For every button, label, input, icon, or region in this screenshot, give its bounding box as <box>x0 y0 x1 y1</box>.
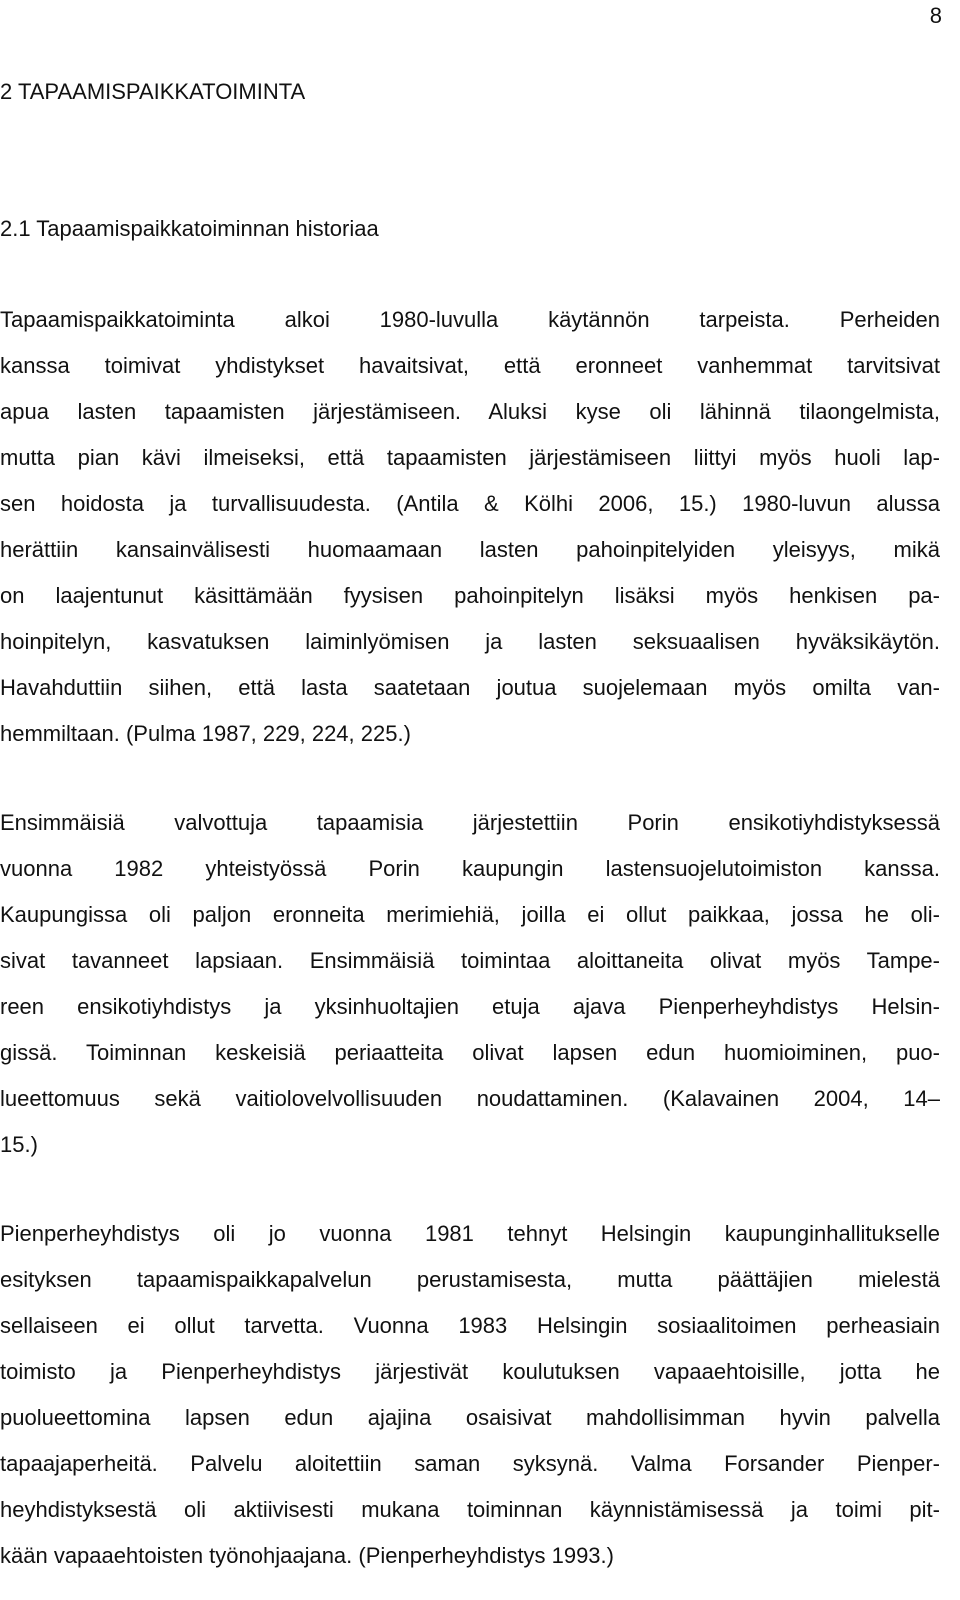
text-line: 15.) <box>0 1132 38 1157</box>
text-line: gissä. Toiminnan keskeisiä periaatteita olivat lapsen edun huomioiminen, puo- <box>0 1040 940 1065</box>
section-heading: 2.1 Tapaamispaikkatoiminnan historiaa <box>0 216 379 241</box>
text-line: esityksen tapaamispaikkapalvelun perustamisesta, mutta päättäjien mielestä <box>0 1267 940 1292</box>
text-line: herättiin kansainvälisesti huomaamaan lasten pahoinpitelyiden yleisyys, mikä <box>0 537 940 562</box>
text-line: sen hoidosta ja turvallisuudesta. (Antila & Kölhi 2006, 15.) 1980-luvun alussa <box>0 491 940 516</box>
text-line: Pienperheyhdistys oli jo vuonna 1981 tehnyt Helsingin kaupunginhallitukselle <box>0 1221 940 1246</box>
text-line: Kaupungissa oli paljon eronneita merimiehiä, joilla ei ollut paikkaa, jossa he oli- <box>0 902 940 927</box>
text-line: kään vapaaehtoisten työnohjaajana. (Pienperheyhdistys 1993.) <box>0 1543 614 1568</box>
text-line: reen ensikotiyhdistys ja yksinhuoltajien etuja ajava Pienperheyhdistys Helsin- <box>0 994 940 1019</box>
text-line: Havahduttiin siihen, että lasta saatetaan joutua suojelemaan myös omilta van- <box>0 675 940 700</box>
text-line: hemmiltaan. (Pulma 1987, 229, 224, 225.) <box>0 721 411 746</box>
text-line: on laajentunut käsittämään fyysisen pahoinpitelyn lisäksi myös henkisen pa- <box>0 583 940 608</box>
text-line: sellaiseen ei ollut tarvetta. Vuonna 1983 Helsingin sosiaalitoimen perheasiain <box>0 1313 940 1338</box>
text-line: tapaajaperheitä. Palvelu aloitettiin saman syksynä. Valma Forsander Pienper- <box>0 1451 940 1476</box>
text-line: toimisto ja Pienperheyhdistys järjestivät koulutuksen vapaaehtoisille, jotta he <box>0 1359 940 1384</box>
paragraph-first-meetings <box>0 800 940 1168</box>
text-line: heyhdistyksestä oli aktiivisesti mukana toiminnan käynnistämisessä ja toimi pit- <box>0 1497 940 1522</box>
page-number: 8 <box>929 3 942 28</box>
text-line: kanssa toimivat yhdistykset havaitsivat, että eronneet vanhemmat tarvitsivat <box>0 353 940 378</box>
text-line: vuonna 1982 yhteistyössä Porin kaupungin lastensuojelutoimiston kanssa. <box>0 856 940 881</box>
text-line: lueettomuus sekä vaitiolovelvollisuuden noudattaminen. (Kalavainen 2004, 14– <box>0 1086 940 1111</box>
paragraph-history <box>0 297 940 757</box>
text-line: sivat tavanneet lapsiaan. Ensimmäisiä toimintaa aloittaneita olivat myös Tampe- <box>0 948 940 973</box>
chapter-heading: 2 TAPAAMISPAIKKATOIMINTA <box>0 79 306 104</box>
paragraph-pienperheyhdistys <box>0 1211 940 1579</box>
text-line: hoinpitelyn, kasvatuksen laiminlyömisen ja lasten seksuaalisen hyväksikäytön. <box>0 629 940 654</box>
text-line: puolueettomina lapsen edun ajajina osaisivat mahdollisimman hyvin palvella <box>0 1405 940 1430</box>
text-line: Tapaamispaikkatoiminta alkoi 1980-luvulla käytännön tarpeista. Perheiden <box>0 307 940 332</box>
text-line: apua lasten tapaamisten järjestämiseen. Aluksi kyse oli lähinnä tilaongelmista, <box>0 399 940 424</box>
text-line: mutta pian kävi ilmeiseksi, että tapaamisten järjestämiseen liittyi myös huoli lap- <box>0 445 940 470</box>
text-line: Ensimmäisiä valvottuja tapaamisia järjestettiin Porin ensikotiyhdistyksessä <box>0 810 940 835</box>
